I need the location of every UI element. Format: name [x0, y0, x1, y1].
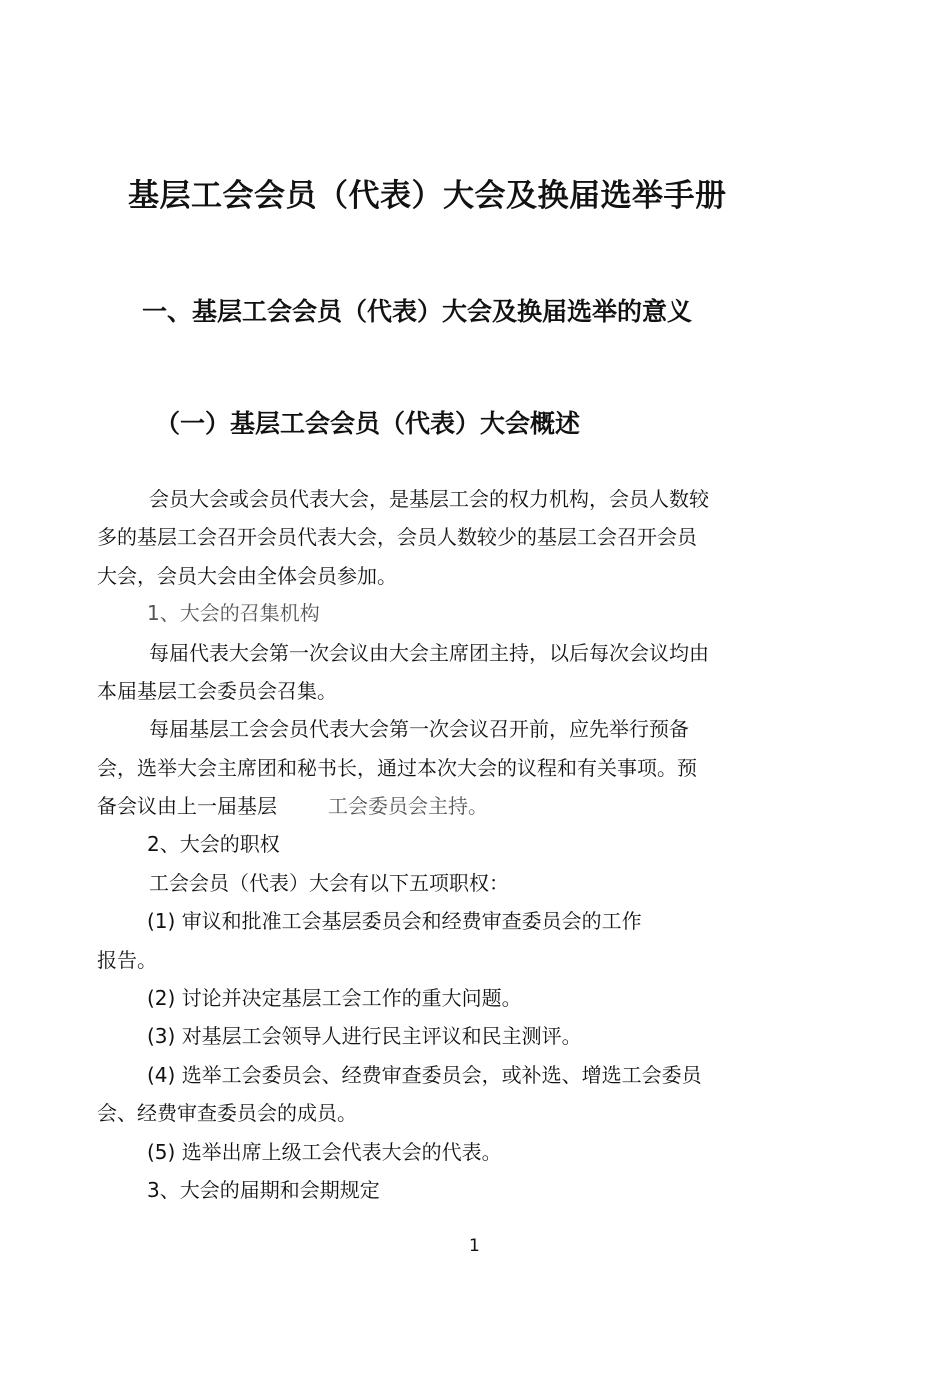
- list-item: (3) 对基层工会领导人进行民主评议和民主测评。: [147, 1024, 582, 1048]
- section-heading-1: 一、基层工会会员（代表）大会及换届选举的意义: [142, 297, 693, 326]
- list-item-continuation: 报告。: [97, 948, 157, 972]
- item-heading-3: 3、大会的届期和会期规定: [147, 1178, 380, 1202]
- paragraph-line: 工会会员（代表）大会有以下五项职权：: [149, 871, 509, 895]
- item-heading-1: 1、大会的召集机构: [147, 601, 320, 625]
- paragraph-line: 会，选举大会主席团和秘书长，通过本次大会的议程和有关事项。预: [97, 756, 697, 780]
- page-number: 1: [469, 1236, 480, 1256]
- paragraph-line: 本届基层工会委员会召集。: [97, 679, 337, 703]
- paragraph-line: 大会，会员大会由全体会员参加。: [97, 564, 397, 588]
- document-title: 基层工会会员（代表）大会及换届选举手册: [128, 178, 727, 214]
- paragraph-line: 备会议由上一届基层: [97, 794, 277, 818]
- list-item-continuation: 会、经费审查委员会的成员。: [97, 1101, 357, 1125]
- list-item: (5) 选举出席上级工会代表大会的代表。: [147, 1140, 502, 1164]
- list-item: (4) 选举工会委员会、经费审查委员会，或补选、增选工会委员: [147, 1063, 702, 1087]
- list-item: (2) 讨论并决定基层工会工作的重大问题。: [147, 986, 522, 1010]
- paragraph-line: 每届基层工会会员代表大会第一次会议召开前，应先举行预备: [149, 717, 689, 741]
- item-heading-2: 2、大会的职权: [147, 832, 280, 856]
- paragraph-line: 工会委员会主持。: [328, 794, 488, 818]
- list-item: (1) 审议和批准工会基层委员会和经费审查委员会的工作: [147, 909, 642, 933]
- paragraph-line: 会员大会或会员代表大会，是基层工会的权力机构，会员人数较: [149, 487, 709, 511]
- paragraph-line: 多的基层工会召开会员代表大会，会员人数较少的基层工会召开会员: [97, 525, 697, 549]
- paragraph-line: 每届代表大会第一次会议由大会主席团主持，以后每次会议均由: [149, 641, 709, 665]
- subsection-heading-1-1: （一）基层工会会员（代表）大会概述: [155, 409, 581, 438]
